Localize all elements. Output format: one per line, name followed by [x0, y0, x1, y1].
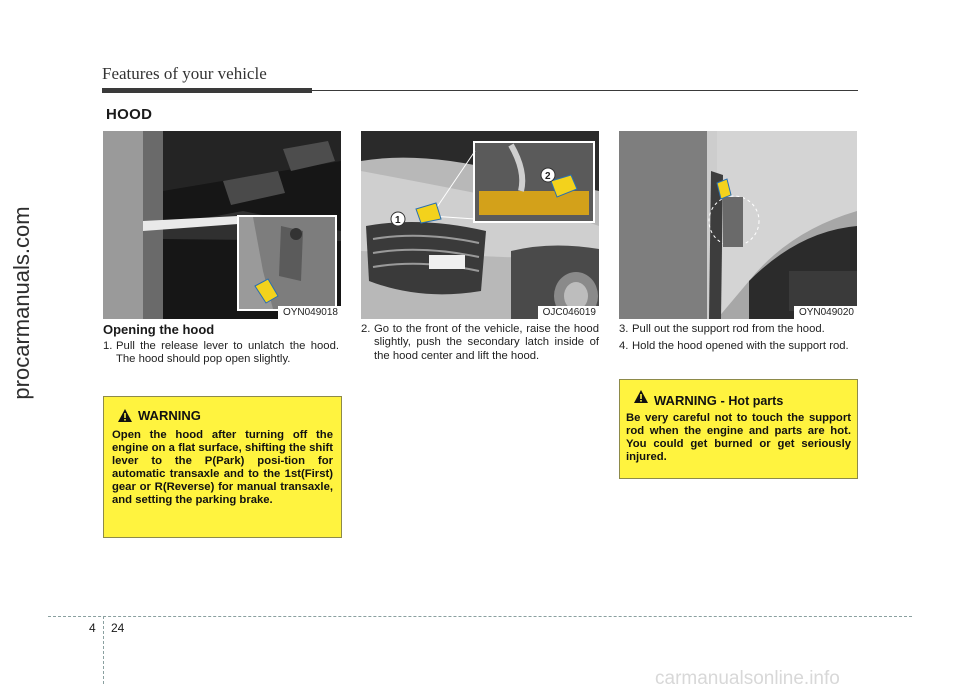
footer-rule — [48, 616, 912, 617]
warning-title — [654, 393, 783, 408]
footer-divider — [103, 616, 104, 684]
release-lever-photo — [103, 131, 341, 319]
hood-support-rod-photo-icon — [619, 131, 857, 319]
step-text: Pull out the support rod from the hood. — [632, 323, 825, 335]
image-caption: OYN049020 — [794, 306, 857, 319]
step-2 — [361, 323, 599, 363]
step-number: 1. — [103, 340, 113, 352]
side-watermark: procarmanuals.com — [9, 206, 34, 400]
step-1 — [103, 340, 339, 367]
image-caption: OYN049018 — [278, 306, 341, 319]
interior-release-lever-photo-icon — [103, 131, 341, 319]
step-number: 2. — [361, 323, 371, 335]
warning-triangle-icon — [118, 409, 132, 422]
warning-body: Open the hood after turning off the engine on a flat surface, shifting the shift lever to the P(Park) posi-tion for automatic transaxle and to the 1st(First) gear or R(Reverse) for manual transaxle, and setting the parking brake. — [112, 429, 333, 506]
warning-triangle-icon — [634, 390, 648, 403]
step-number: 4. — [619, 340, 629, 352]
front-hood-latch-photo-icon — [361, 131, 599, 319]
step-text: Go to the front of the vehicle, raise the hood slightly, push the secondary latch inside of the hood center and lift the hood. — [374, 323, 599, 362]
warning-hot-parts-box — [619, 379, 858, 479]
header-bar — [102, 88, 312, 93]
callout-1: 1 — [395, 215, 401, 226]
step-3 — [619, 323, 857, 336]
bottom-watermark: carmanualsonline.info — [655, 668, 840, 689]
warning-title: WARNING — [138, 408, 201, 423]
warning-title-main: WARNING - — [654, 393, 725, 408]
step-text: Hold the hood opened with the support rod. — [632, 340, 849, 352]
image-caption: OJC046019 — [538, 306, 599, 319]
header-title: Features of your vehicle — [102, 64, 267, 83]
step-number: 3. — [619, 323, 629, 335]
warning-body: Be very careful not to touch the support rod when the engine and parts are hot. You could get burned or get seriously injured. — [626, 412, 851, 463]
step-text: Pull the release lever to unlatch the hood. The hood should pop open slightly. — [116, 340, 339, 366]
step-4 — [619, 340, 857, 353]
warning-box — [103, 396, 342, 538]
support-rod-photo — [619, 131, 857, 319]
chapter-number: 4 — [89, 621, 96, 635]
section-title: HOOD — [106, 106, 153, 123]
warning-subtitle: Hot parts — [728, 394, 784, 408]
front-latch-photo — [361, 131, 599, 319]
subheading-opening-hood: Opening the hood — [103, 322, 215, 337]
page-number: 24 — [111, 621, 125, 635]
callout-2: 2 — [545, 171, 551, 182]
header-rule — [312, 90, 858, 91]
